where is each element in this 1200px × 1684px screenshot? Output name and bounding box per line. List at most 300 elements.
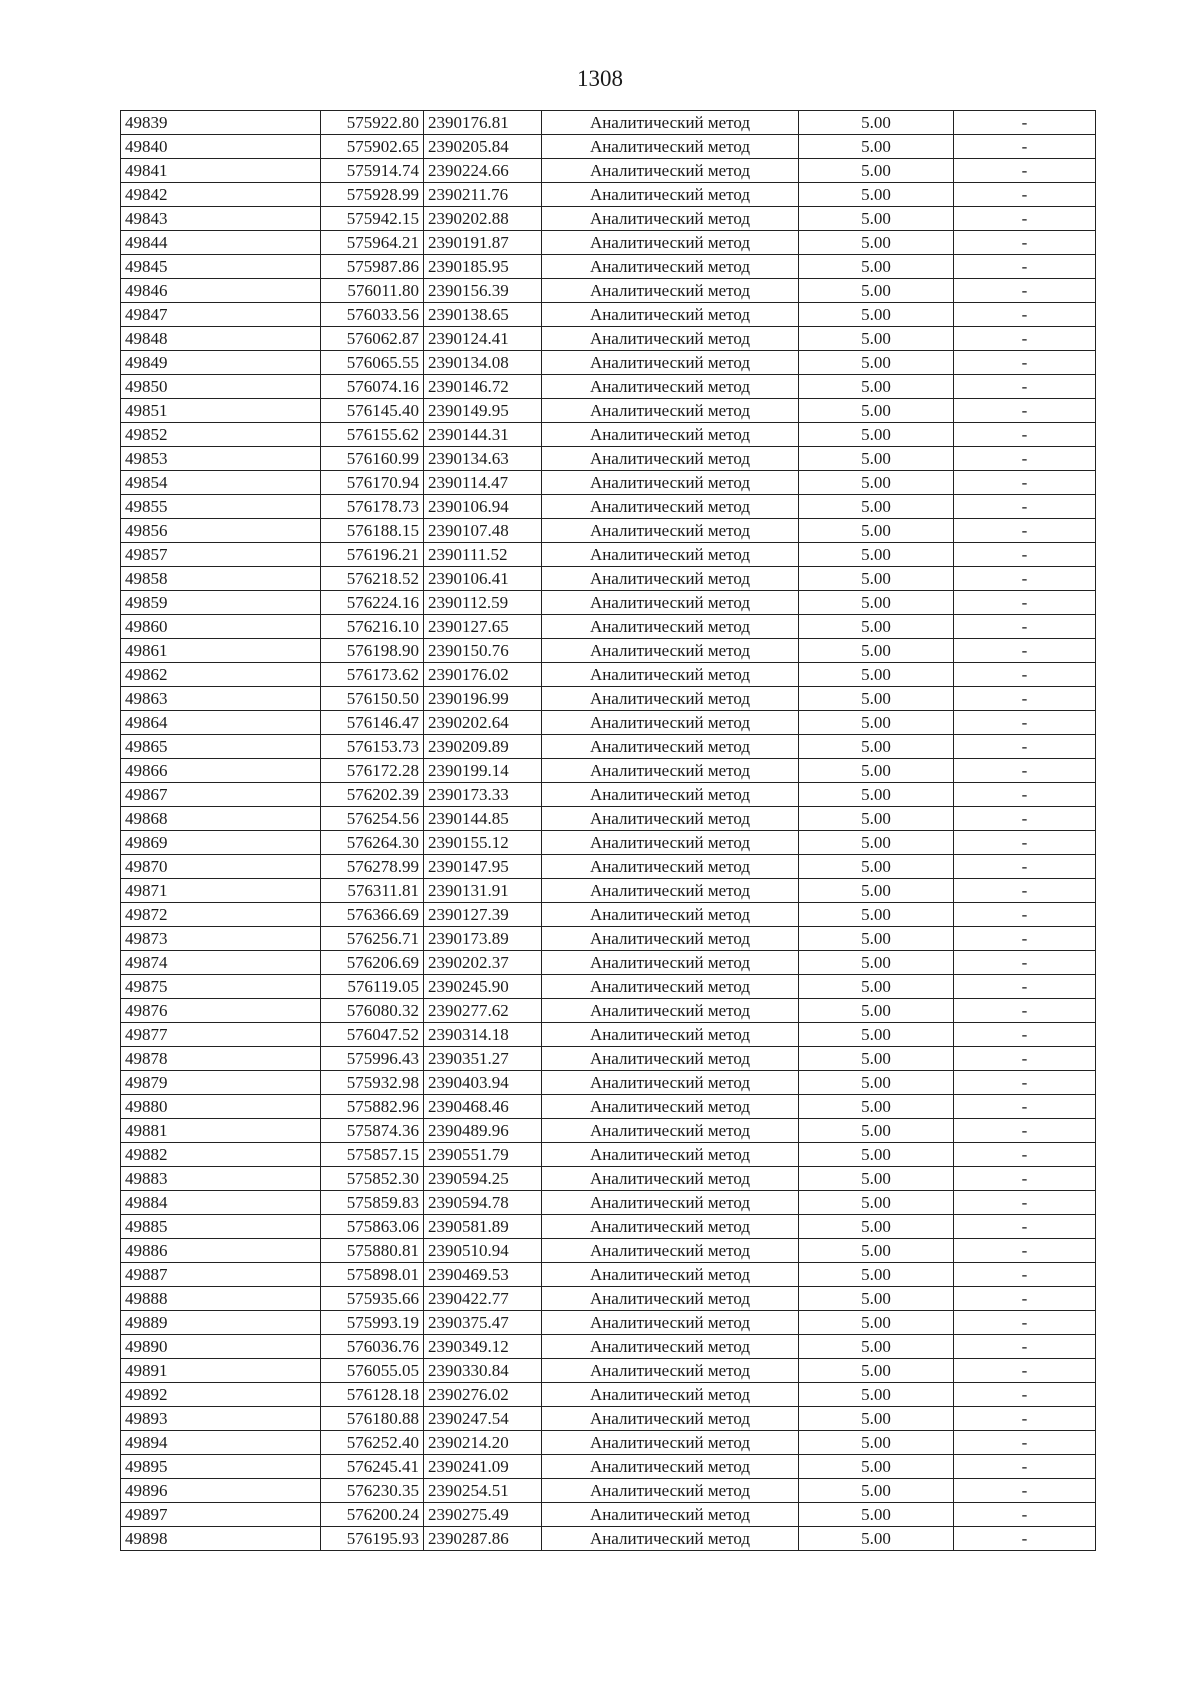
method-cell: Аналитический метод xyxy=(542,903,799,927)
coordinate-y-cell: 2390127.65 xyxy=(424,615,542,639)
table-row xyxy=(121,735,1096,759)
coordinate-x-cell: 576254.56 xyxy=(321,807,424,831)
method-cell: Аналитический метод xyxy=(542,567,799,591)
method-cell: Аналитический метод xyxy=(542,975,799,999)
coordinate-y-cell: 2390114.47 xyxy=(424,471,542,495)
table-row xyxy=(121,1431,1096,1455)
accuracy-cell: 5.00 xyxy=(799,327,954,351)
method-cell: Аналитический метод xyxy=(542,1167,799,1191)
coordinate-y-cell: 2390202.88 xyxy=(424,207,542,231)
table-row xyxy=(121,1143,1096,1167)
note-cell: - xyxy=(954,1479,1096,1503)
table-row xyxy=(121,1119,1096,1143)
accuracy-cell: 5.00 xyxy=(799,159,954,183)
method-cell: Аналитический метод xyxy=(542,183,799,207)
accuracy-cell: 5.00 xyxy=(799,1095,954,1119)
coordinate-y-cell: 2390241.09 xyxy=(424,1455,542,1479)
accuracy-cell: 5.00 xyxy=(799,975,954,999)
coordinate-y-cell: 2390276.02 xyxy=(424,1383,542,1407)
method-cell: Аналитический метод xyxy=(542,351,799,375)
method-cell: Аналитический метод xyxy=(542,951,799,975)
note-cell: - xyxy=(954,303,1096,327)
note-cell: - xyxy=(954,711,1096,735)
point-number-cell: 49895 xyxy=(121,1455,321,1479)
table-row xyxy=(121,807,1096,831)
coordinate-x-cell: 576170.94 xyxy=(321,471,424,495)
point-number-cell: 49871 xyxy=(121,879,321,903)
method-cell: Аналитический метод xyxy=(542,639,799,663)
point-number-cell: 49891 xyxy=(121,1359,321,1383)
note-cell: - xyxy=(954,615,1096,639)
coordinate-x-cell: 575898.01 xyxy=(321,1263,424,1287)
method-cell: Аналитический метод xyxy=(542,1311,799,1335)
point-number-cell: 49843 xyxy=(121,207,321,231)
point-number-cell: 49893 xyxy=(121,1407,321,1431)
point-number-cell: 49866 xyxy=(121,759,321,783)
point-number-cell: 49858 xyxy=(121,567,321,591)
table-row xyxy=(121,927,1096,951)
point-number-cell: 49846 xyxy=(121,279,321,303)
method-cell: Аналитический метод xyxy=(542,447,799,471)
table-row xyxy=(121,639,1096,663)
note-cell: - xyxy=(954,135,1096,159)
table-row xyxy=(121,1239,1096,1263)
table-row xyxy=(121,279,1096,303)
accuracy-cell: 5.00 xyxy=(799,471,954,495)
point-number-cell: 49868 xyxy=(121,807,321,831)
point-number-cell: 49839 xyxy=(121,111,321,135)
method-cell: Аналитический метод xyxy=(542,1047,799,1071)
accuracy-cell: 5.00 xyxy=(799,855,954,879)
coordinate-x-cell: 575928.99 xyxy=(321,183,424,207)
method-cell: Аналитический метод xyxy=(542,1071,799,1095)
point-number-cell: 49850 xyxy=(121,375,321,399)
coordinate-y-cell: 2390403.94 xyxy=(424,1071,542,1095)
coordinate-y-cell: 2390468.46 xyxy=(424,1095,542,1119)
point-number-cell: 49852 xyxy=(121,423,321,447)
coordinate-y-cell: 2390147.95 xyxy=(424,855,542,879)
coordinate-x-cell: 575859.83 xyxy=(321,1191,424,1215)
coordinate-x-cell: 575880.81 xyxy=(321,1239,424,1263)
method-cell: Аналитический метод xyxy=(542,231,799,255)
note-cell: - xyxy=(954,1527,1096,1551)
accuracy-cell: 5.00 xyxy=(799,903,954,927)
point-number-cell: 49880 xyxy=(121,1095,321,1119)
method-cell: Аналитический метод xyxy=(542,1095,799,1119)
table-row xyxy=(121,903,1096,927)
coordinate-y-cell: 2390594.78 xyxy=(424,1191,542,1215)
note-cell: - xyxy=(954,1311,1096,1335)
point-number-cell: 49897 xyxy=(121,1503,321,1527)
point-number-cell: 49889 xyxy=(121,1311,321,1335)
accuracy-cell: 5.00 xyxy=(799,1479,954,1503)
table-row xyxy=(121,1071,1096,1095)
coordinate-y-cell: 2390124.41 xyxy=(424,327,542,351)
coordinates-table xyxy=(120,110,1096,1551)
table-row xyxy=(121,711,1096,735)
coordinate-y-cell: 2390469.53 xyxy=(424,1263,542,1287)
coordinate-x-cell: 575922.80 xyxy=(321,111,424,135)
method-cell: Аналитический метод xyxy=(542,1023,799,1047)
method-cell: Аналитический метод xyxy=(542,111,799,135)
accuracy-cell: 5.00 xyxy=(799,1143,954,1167)
table-row xyxy=(121,855,1096,879)
coordinates-table-body xyxy=(121,111,1096,1551)
coordinate-y-cell: 2390510.94 xyxy=(424,1239,542,1263)
table-row xyxy=(121,1455,1096,1479)
coordinate-x-cell: 575863.06 xyxy=(321,1215,424,1239)
table-row xyxy=(121,567,1096,591)
coordinate-x-cell: 575996.43 xyxy=(321,1047,424,1071)
table-row xyxy=(121,1095,1096,1119)
coordinate-x-cell: 576155.62 xyxy=(321,423,424,447)
point-number-cell: 49875 xyxy=(121,975,321,999)
note-cell: - xyxy=(954,951,1096,975)
coordinate-y-cell: 2390581.89 xyxy=(424,1215,542,1239)
table-row xyxy=(121,951,1096,975)
table-row xyxy=(121,231,1096,255)
coordinate-y-cell: 2390330.84 xyxy=(424,1359,542,1383)
coordinate-y-cell: 2390134.63 xyxy=(424,447,542,471)
method-cell: Аналитический метод xyxy=(542,879,799,903)
table-row xyxy=(121,447,1096,471)
note-cell: - xyxy=(954,855,1096,879)
accuracy-cell: 5.00 xyxy=(799,1335,954,1359)
coordinate-y-cell: 2390199.14 xyxy=(424,759,542,783)
coordinate-x-cell: 575902.65 xyxy=(321,135,424,159)
method-cell: Аналитический метод xyxy=(542,1383,799,1407)
coordinate-y-cell: 2390156.39 xyxy=(424,279,542,303)
coordinate-x-cell: 576173.62 xyxy=(321,663,424,687)
note-cell: - xyxy=(954,1263,1096,1287)
note-cell: - xyxy=(954,231,1096,255)
accuracy-cell: 5.00 xyxy=(799,1383,954,1407)
table-row xyxy=(121,1191,1096,1215)
coordinate-y-cell: 2390375.47 xyxy=(424,1311,542,1335)
coordinate-x-cell: 576145.40 xyxy=(321,399,424,423)
point-number-cell: 49870 xyxy=(121,855,321,879)
point-number-cell: 49898 xyxy=(121,1527,321,1551)
coordinate-x-cell: 575987.86 xyxy=(321,255,424,279)
note-cell: - xyxy=(954,759,1096,783)
point-number-cell: 49851 xyxy=(121,399,321,423)
method-cell: Аналитический метод xyxy=(542,399,799,423)
coordinate-y-cell: 2390191.87 xyxy=(424,231,542,255)
coordinate-y-cell: 2390173.89 xyxy=(424,927,542,951)
note-cell: - xyxy=(954,783,1096,807)
coordinate-x-cell: 576033.56 xyxy=(321,303,424,327)
coordinate-x-cell: 576311.81 xyxy=(321,879,424,903)
point-number-cell: 49896 xyxy=(121,1479,321,1503)
note-cell: - xyxy=(954,1455,1096,1479)
method-cell: Аналитический метод xyxy=(542,1191,799,1215)
point-number-cell: 49873 xyxy=(121,927,321,951)
coordinate-y-cell: 2390245.90 xyxy=(424,975,542,999)
table-row xyxy=(121,519,1096,543)
method-cell: Аналитический метод xyxy=(542,1503,799,1527)
coordinate-y-cell: 2390176.02 xyxy=(424,663,542,687)
accuracy-cell: 5.00 xyxy=(799,351,954,375)
accuracy-cell: 5.00 xyxy=(799,543,954,567)
accuracy-cell: 5.00 xyxy=(799,1119,954,1143)
table-row xyxy=(121,495,1096,519)
note-cell: - xyxy=(954,423,1096,447)
table-row xyxy=(121,687,1096,711)
note-cell: - xyxy=(954,519,1096,543)
accuracy-cell: 5.00 xyxy=(799,951,954,975)
method-cell: Аналитический метод xyxy=(542,783,799,807)
table-row xyxy=(121,1311,1096,1335)
method-cell: Аналитический метод xyxy=(542,615,799,639)
coordinate-x-cell: 575882.96 xyxy=(321,1095,424,1119)
table-row xyxy=(121,183,1096,207)
coordinate-y-cell: 2390196.99 xyxy=(424,687,542,711)
coordinate-x-cell: 575964.21 xyxy=(321,231,424,255)
note-cell: - xyxy=(954,1431,1096,1455)
point-number-cell: 49856 xyxy=(121,519,321,543)
point-number-cell: 49894 xyxy=(121,1431,321,1455)
point-number-cell: 49848 xyxy=(121,327,321,351)
coordinate-x-cell: 576366.69 xyxy=(321,903,424,927)
point-number-cell: 49872 xyxy=(121,903,321,927)
note-cell: - xyxy=(954,543,1096,567)
method-cell: Аналитический метод xyxy=(542,303,799,327)
method-cell: Аналитический метод xyxy=(542,519,799,543)
method-cell: Аналитический метод xyxy=(542,1335,799,1359)
note-cell: - xyxy=(954,495,1096,519)
table-row xyxy=(121,423,1096,447)
table-row xyxy=(121,1527,1096,1551)
point-number-cell: 49844 xyxy=(121,231,321,255)
coordinate-x-cell: 576036.76 xyxy=(321,1335,424,1359)
coordinate-x-cell: 575935.66 xyxy=(321,1287,424,1311)
note-cell: - xyxy=(954,471,1096,495)
coordinate-y-cell: 2390214.20 xyxy=(424,1431,542,1455)
coordinate-x-cell: 576153.73 xyxy=(321,735,424,759)
coordinate-x-cell: 575932.98 xyxy=(321,1071,424,1095)
coordinate-x-cell: 576065.55 xyxy=(321,351,424,375)
method-cell: Аналитический метод xyxy=(542,1119,799,1143)
accuracy-cell: 5.00 xyxy=(799,135,954,159)
table-row xyxy=(121,351,1096,375)
accuracy-cell: 5.00 xyxy=(799,1407,954,1431)
note-cell: - xyxy=(954,255,1096,279)
point-number-cell: 49876 xyxy=(121,999,321,1023)
accuracy-cell: 5.00 xyxy=(799,663,954,687)
note-cell: - xyxy=(954,1359,1096,1383)
point-number-cell: 49892 xyxy=(121,1383,321,1407)
method-cell: Аналитический метод xyxy=(542,1263,799,1287)
accuracy-cell: 5.00 xyxy=(799,1527,954,1551)
coordinate-y-cell: 2390247.54 xyxy=(424,1407,542,1431)
accuracy-cell: 5.00 xyxy=(799,1503,954,1527)
coordinate-x-cell: 576011.80 xyxy=(321,279,424,303)
coordinate-x-cell: 576230.35 xyxy=(321,1479,424,1503)
note-cell: - xyxy=(954,999,1096,1023)
point-number-cell: 49862 xyxy=(121,663,321,687)
method-cell: Аналитический метод xyxy=(542,1479,799,1503)
note-cell: - xyxy=(954,735,1096,759)
table-row xyxy=(121,255,1096,279)
accuracy-cell: 5.00 xyxy=(799,735,954,759)
coordinate-y-cell: 2390275.49 xyxy=(424,1503,542,1527)
point-number-cell: 49865 xyxy=(121,735,321,759)
point-number-cell: 49859 xyxy=(121,591,321,615)
table-row xyxy=(121,975,1096,999)
table-row xyxy=(121,1479,1096,1503)
coordinate-x-cell: 576160.99 xyxy=(321,447,424,471)
accuracy-cell: 5.00 xyxy=(799,927,954,951)
coordinate-x-cell: 576047.52 xyxy=(321,1023,424,1047)
point-number-cell: 49853 xyxy=(121,447,321,471)
table-row xyxy=(121,1047,1096,1071)
coordinate-x-cell: 575993.19 xyxy=(321,1311,424,1335)
point-number-cell: 49879 xyxy=(121,1071,321,1095)
method-cell: Аналитический метод xyxy=(542,759,799,783)
accuracy-cell: 5.00 xyxy=(799,879,954,903)
coordinate-y-cell: 2390111.52 xyxy=(424,543,542,567)
note-cell: - xyxy=(954,351,1096,375)
coordinate-x-cell: 576074.16 xyxy=(321,375,424,399)
point-number-cell: 49867 xyxy=(121,783,321,807)
note-cell: - xyxy=(954,1215,1096,1239)
note-cell: - xyxy=(954,1407,1096,1431)
accuracy-cell: 5.00 xyxy=(799,303,954,327)
coordinate-x-cell: 576216.10 xyxy=(321,615,424,639)
note-cell: - xyxy=(954,975,1096,999)
table-row xyxy=(121,879,1096,903)
table-row xyxy=(121,543,1096,567)
coordinate-x-cell: 576062.87 xyxy=(321,327,424,351)
table-row xyxy=(121,303,1096,327)
method-cell: Аналитический метод xyxy=(542,495,799,519)
coordinate-y-cell: 2390287.86 xyxy=(424,1527,542,1551)
note-cell: - xyxy=(954,663,1096,687)
coordinate-x-cell: 575852.30 xyxy=(321,1167,424,1191)
note-cell: - xyxy=(954,639,1096,663)
note-cell: - xyxy=(954,1023,1096,1047)
coordinate-y-cell: 2390349.12 xyxy=(424,1335,542,1359)
accuracy-cell: 5.00 xyxy=(799,711,954,735)
table-row xyxy=(121,1263,1096,1287)
note-cell: - xyxy=(954,567,1096,591)
coordinate-y-cell: 2390107.48 xyxy=(424,519,542,543)
table-row xyxy=(121,663,1096,687)
point-number-cell: 49885 xyxy=(121,1215,321,1239)
point-number-cell: 49863 xyxy=(121,687,321,711)
accuracy-cell: 5.00 xyxy=(799,1287,954,1311)
method-cell: Аналитический метод xyxy=(542,1143,799,1167)
point-number-cell: 49857 xyxy=(121,543,321,567)
method-cell: Аналитический метод xyxy=(542,423,799,447)
method-cell: Аналитический метод xyxy=(542,375,799,399)
coordinate-x-cell: 576264.30 xyxy=(321,831,424,855)
coordinate-x-cell: 576150.50 xyxy=(321,687,424,711)
accuracy-cell: 5.00 xyxy=(799,1023,954,1047)
accuracy-cell: 5.00 xyxy=(799,567,954,591)
method-cell: Аналитический метод xyxy=(542,1431,799,1455)
accuracy-cell: 5.00 xyxy=(799,423,954,447)
note-cell: - xyxy=(954,207,1096,231)
coordinate-x-cell: 576119.05 xyxy=(321,975,424,999)
coordinate-y-cell: 2390127.39 xyxy=(424,903,542,927)
accuracy-cell: 5.00 xyxy=(799,183,954,207)
table-row xyxy=(121,327,1096,351)
coordinate-y-cell: 2390224.66 xyxy=(424,159,542,183)
point-number-cell: 49842 xyxy=(121,183,321,207)
point-number-cell: 49890 xyxy=(121,1335,321,1359)
method-cell: Аналитический метод xyxy=(542,279,799,303)
method-cell: Аналитический метод xyxy=(542,663,799,687)
point-number-cell: 49877 xyxy=(121,1023,321,1047)
table-row xyxy=(121,783,1096,807)
note-cell: - xyxy=(954,807,1096,831)
table-row xyxy=(121,111,1096,135)
coordinate-y-cell: 2390489.96 xyxy=(424,1119,542,1143)
point-number-cell: 49854 xyxy=(121,471,321,495)
coordinate-y-cell: 2390277.62 xyxy=(424,999,542,1023)
table-row xyxy=(121,1359,1096,1383)
coordinate-x-cell: 576146.47 xyxy=(321,711,424,735)
coordinate-y-cell: 2390138.65 xyxy=(424,303,542,327)
accuracy-cell: 5.00 xyxy=(799,591,954,615)
table-row xyxy=(121,615,1096,639)
note-cell: - xyxy=(954,327,1096,351)
table-row xyxy=(121,1335,1096,1359)
coordinate-y-cell: 2390551.79 xyxy=(424,1143,542,1167)
coordinate-x-cell: 575914.74 xyxy=(321,159,424,183)
accuracy-cell: 5.00 xyxy=(799,447,954,471)
table-row xyxy=(121,375,1096,399)
accuracy-cell: 5.00 xyxy=(799,375,954,399)
point-number-cell: 49874 xyxy=(121,951,321,975)
accuracy-cell: 5.00 xyxy=(799,831,954,855)
note-cell: - xyxy=(954,591,1096,615)
table-row xyxy=(121,1167,1096,1191)
coordinate-x-cell: 576202.39 xyxy=(321,783,424,807)
point-number-cell: 49886 xyxy=(121,1239,321,1263)
table-row xyxy=(121,135,1096,159)
point-number-cell: 49847 xyxy=(121,303,321,327)
note-cell: - xyxy=(954,447,1096,471)
accuracy-cell: 5.00 xyxy=(799,759,954,783)
accuracy-cell: 5.00 xyxy=(799,615,954,639)
point-number-cell: 49849 xyxy=(121,351,321,375)
table-row xyxy=(121,999,1096,1023)
accuracy-cell: 5.00 xyxy=(799,639,954,663)
point-number-cell: 49864 xyxy=(121,711,321,735)
accuracy-cell: 5.00 xyxy=(799,1455,954,1479)
point-number-cell: 49878 xyxy=(121,1047,321,1071)
table-row xyxy=(121,471,1096,495)
coordinate-x-cell: 576180.88 xyxy=(321,1407,424,1431)
coordinate-y-cell: 2390209.89 xyxy=(424,735,542,759)
coordinate-x-cell: 576128.18 xyxy=(321,1383,424,1407)
method-cell: Аналитический метод xyxy=(542,711,799,735)
accuracy-cell: 5.00 xyxy=(799,1215,954,1239)
point-number-cell: 49884 xyxy=(121,1191,321,1215)
coordinate-y-cell: 2390106.94 xyxy=(424,495,542,519)
point-number-cell: 49888 xyxy=(121,1287,321,1311)
table-row xyxy=(121,1503,1096,1527)
method-cell: Аналитический метод xyxy=(542,1239,799,1263)
note-cell: - xyxy=(954,159,1096,183)
accuracy-cell: 5.00 xyxy=(799,111,954,135)
coordinate-x-cell: 576188.15 xyxy=(321,519,424,543)
table-row xyxy=(121,1215,1096,1239)
coordinate-x-cell: 576198.90 xyxy=(321,639,424,663)
coordinate-y-cell: 2390202.37 xyxy=(424,951,542,975)
